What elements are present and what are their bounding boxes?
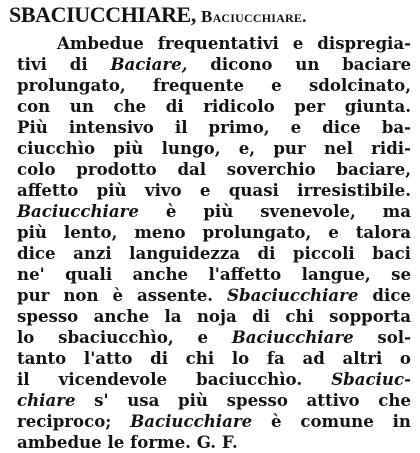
text-run: tanto l'atto di chi lo fa ad altri o <box>17 348 411 368</box>
text-line <box>17 411 411 432</box>
text-run: con un che di ridicolo per giunta. <box>17 96 411 116</box>
text-line <box>17 222 411 243</box>
text-line <box>17 327 411 348</box>
italic-word: Baciucchiare <box>130 411 253 431</box>
text-run: ciucchìo più lungo, e, pur nel ridi- <box>17 138 411 158</box>
text-line <box>17 54 411 75</box>
text-line <box>17 285 411 306</box>
text-line <box>17 180 411 201</box>
text-line <box>57 33 411 54</box>
text-run: reciproco; <box>17 411 131 431</box>
entry-variant: Baciucchiare. <box>201 7 307 26</box>
text-run: ambedue le forme. G. F. <box>17 432 238 452</box>
text-run: lo sbaciucchìo, e <box>17 327 232 347</box>
text-run: s' usa più spesso attivo che <box>75 390 411 410</box>
text-run: prolungato, frequente e sdolcinato, <box>17 75 411 95</box>
text-line <box>17 369 411 390</box>
text-line <box>17 264 411 285</box>
text-run: è più svenevole, ma <box>138 201 411 221</box>
italic-word: Sbaciucchiare <box>227 285 359 305</box>
text-run: Ambedue frequentativi e dispregia- <box>57 33 411 53</box>
text-run: affetto più vivo e quasi irresistibile. <box>17 180 411 200</box>
text-line <box>17 201 411 222</box>
text-line <box>17 138 411 159</box>
text-line <box>17 390 411 411</box>
text-run: sol- <box>353 327 411 347</box>
text-line <box>17 96 411 117</box>
text-line <box>17 306 411 327</box>
text-run: tivi di <box>17 54 111 74</box>
text-run: colo prodotto dal soverchio baciare, <box>17 159 411 179</box>
italic-word: Baciucchiare <box>231 327 354 347</box>
text-line <box>17 432 411 453</box>
text-line <box>17 348 411 369</box>
italic-word: chiare <box>17 390 76 410</box>
text-run: spesso anche la noja di chi sopporta <box>17 306 411 326</box>
text-run: il vicendevole baciucchìo. <box>17 369 332 389</box>
text-run: più lento, meno prolungato, e talora <box>17 222 411 242</box>
entry-headword: SBACIUCCHIARE, <box>9 2 196 27</box>
italic-word: Baciare, <box>110 54 188 74</box>
text-run: Più intensivo il primo, e dice ba- <box>17 117 411 137</box>
text-line <box>17 243 411 264</box>
text-run: dice anzi languidezza di piccoli baci <box>17 243 411 263</box>
text-run: è comune in <box>252 411 411 431</box>
text-run: dicono un baciare <box>187 54 412 74</box>
text-run: pur non è assente. <box>17 285 228 305</box>
italic-word: Sbaciuc- <box>331 369 411 389</box>
text-line <box>17 159 411 180</box>
entry-heading <box>9 2 307 30</box>
text-run: dice <box>358 285 411 305</box>
text-run: ne' quali anche l'affetto langue, se <box>17 264 411 284</box>
text-line <box>17 117 411 138</box>
text-line <box>17 75 411 96</box>
italic-word: Baciucchiare <box>17 201 139 221</box>
